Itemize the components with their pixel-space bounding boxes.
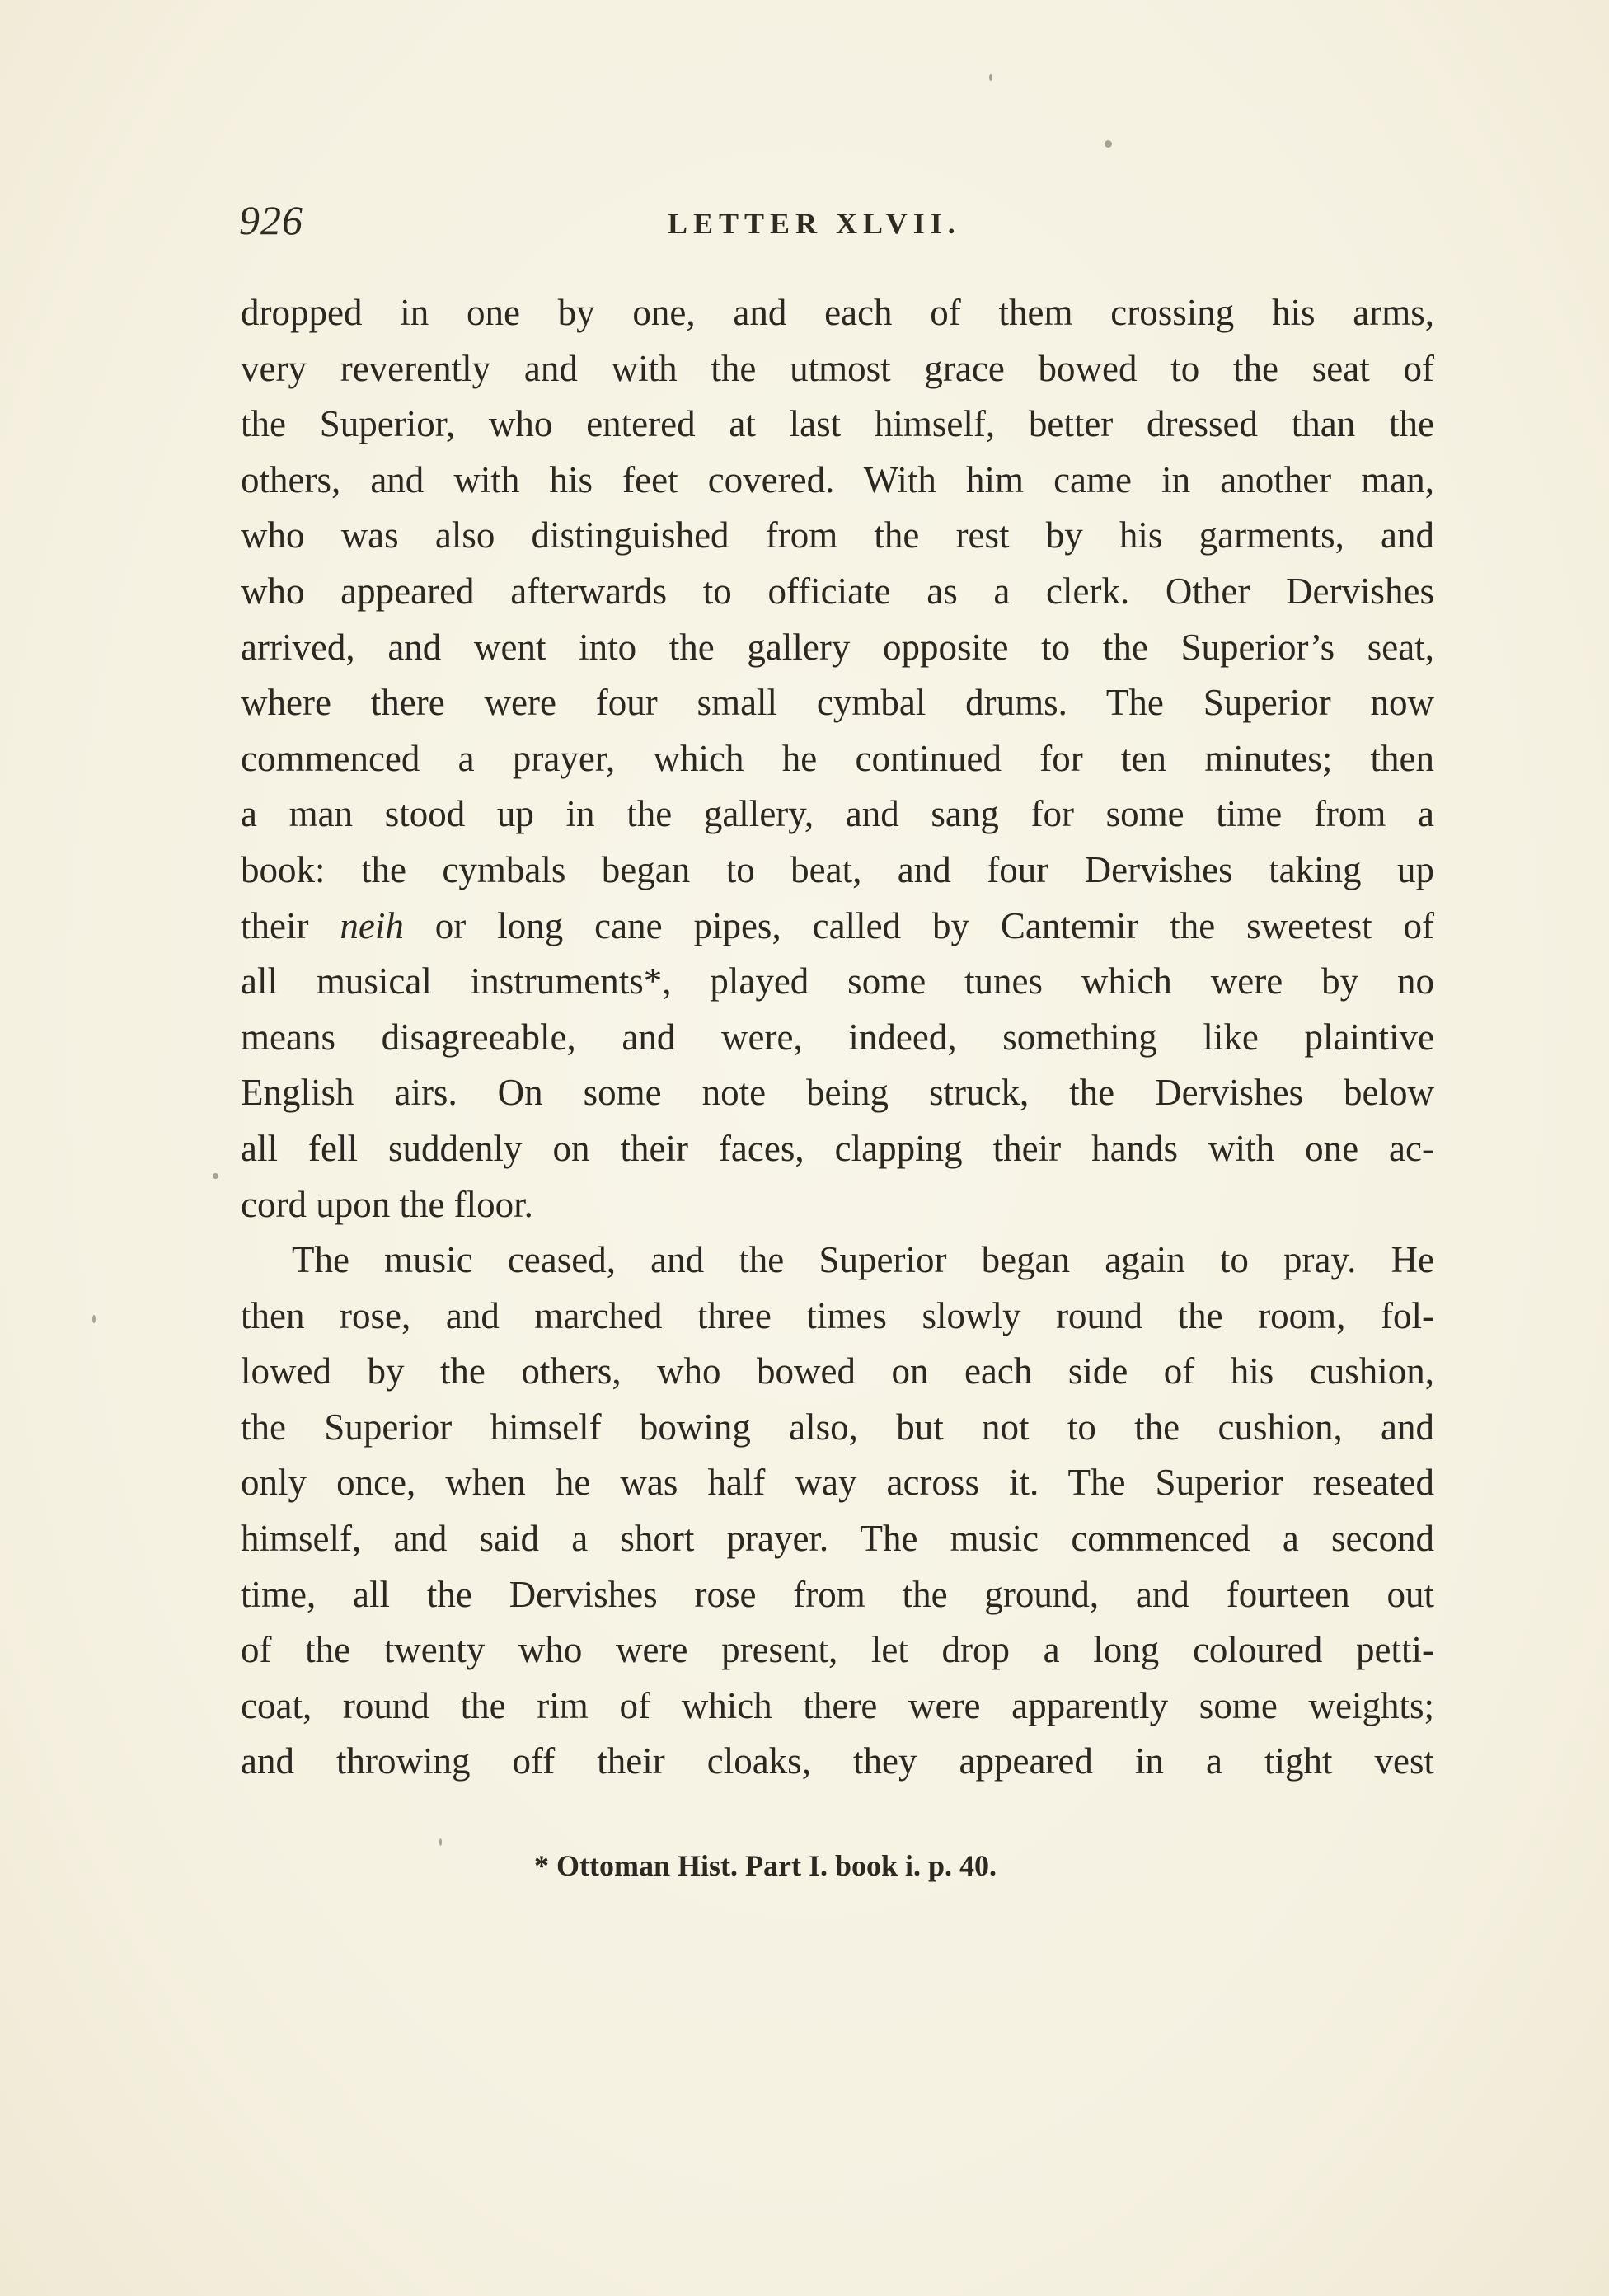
paper-speck <box>439 1838 442 1846</box>
text-line: then rose, and marched three times slowly round the room, fol- <box>241 1294 1434 1336</box>
text-line: of the twenty who were present, let drop a long coloured petti- <box>241 1629 1434 1671</box>
text-line: who was also distinguished from the rest by his garments, and <box>241 514 1434 556</box>
paragraph-start-line: The music ceased, and the Superior began again to pray. He <box>292 1239 1434 1281</box>
text-line: all fell suddenly on their faces, clapping their hands with one ac- <box>241 1127 1434 1169</box>
text-line: means disagreeable, and were, indeed, something like plaintive <box>241 1016 1434 1058</box>
text-line <box>241 899 1434 955</box>
paper-speck <box>213 1173 218 1179</box>
text-line: very reverently and with the utmost grace bowed to the seat of <box>241 347 1434 389</box>
text-line: coat, round the rim of which there were apparently some weights; <box>241 1684 1434 1726</box>
text-run: their <box>241 904 340 946</box>
text-line: book: the cymbals began to beat, and four Dervishes taking up <box>241 848 1434 890</box>
text-line: English airs. On some note being struck, the Dervishes below <box>241 1072 1434 1114</box>
running-title: LETTER XLVII. <box>668 207 961 240</box>
italic-word: neih <box>340 904 404 946</box>
text-line: who appeared afterwards to officiate as a clerk. Other Dervishes <box>241 570 1434 612</box>
text-line: time, all the Dervishes rose from the ground, and fourteen out <box>241 1573 1434 1615</box>
text-line: a man stood up in the gallery, and sang for some time from a <box>241 793 1434 835</box>
text-line: only once, when he was half way across it. The Superior reseated <box>241 1462 1434 1504</box>
page-header <box>239 196 1434 254</box>
text-line: lowed by the others, who bowed on each side of his cushion, <box>241 1350 1434 1392</box>
body-text <box>241 285 1434 1790</box>
paper-speck <box>989 74 992 81</box>
paper-speck <box>1105 140 1112 148</box>
text-run: or long cane pipes, called by Cantemir the sweetest of <box>403 904 1434 946</box>
text-line: the Superior, who entered at last himself, better dressed than the <box>241 403 1434 445</box>
paper-speck <box>92 1315 96 1323</box>
text-line: and throwing off their cloaks, they appeared in a tight vest <box>241 1740 1434 1782</box>
text-line: all musical instruments*, played some tunes which were by no <box>241 960 1434 1002</box>
text-line: cord upon the floor. <box>241 1183 533 1225</box>
page-number: 926 <box>239 197 303 243</box>
text-line: commenced a prayer, which he continued for ten minutes; then <box>241 737 1434 779</box>
text-line: the Superior himself bowing also, but not to the cushion, and <box>241 1406 1434 1448</box>
text-line: where there were four small cymbal drums. The Superior now <box>241 682 1434 724</box>
text-line: himself, and said a short prayer. The music commenced a second <box>241 1518 1434 1560</box>
text-line: dropped in one by one, and each of them crossing his arms, <box>241 292 1434 333</box>
text-line: others, and with his feet covered. With him came in another man, <box>241 458 1434 500</box>
text-line: arrived, and went into the gallery opposite to the Superior’s seat, <box>241 626 1434 668</box>
footnote: * Ottoman Hist. Part I. book i. p. 40. <box>534 1849 997 1882</box>
